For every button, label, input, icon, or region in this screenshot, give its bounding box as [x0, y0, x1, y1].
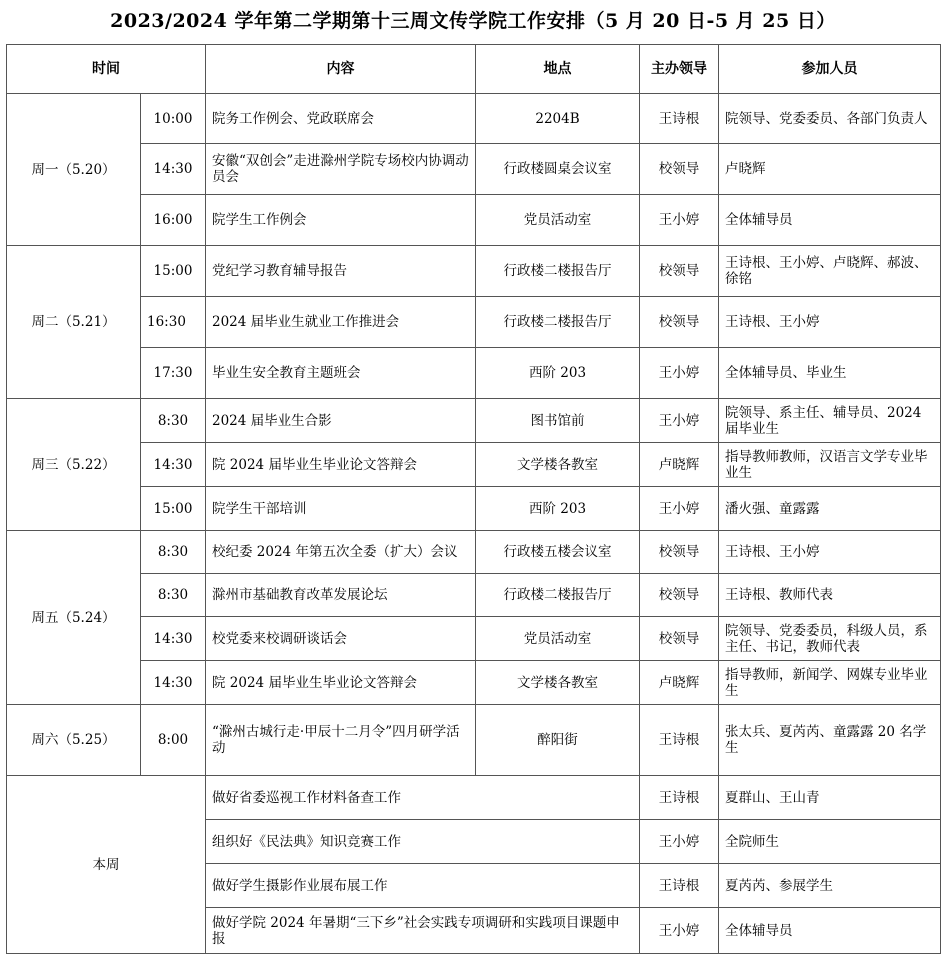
day-cell: 周二（5.21） [7, 246, 141, 399]
table-row [7, 348, 941, 399]
participants-cell: 张太兵、夏芮芮、童露露 20 名学生 [719, 705, 941, 776]
leader-cell: 校领导 [640, 531, 719, 574]
leader-cell: 校领导 [640, 246, 719, 297]
content-cell: 2024 届毕业生合影 [206, 399, 476, 443]
participants-cell: 指导教师教师，汉语言文学专业毕业生 [719, 443, 941, 487]
place-cell: 图书馆前 [476, 399, 640, 443]
leader-cell: 王小婷 [640, 487, 719, 531]
table-row [7, 776, 941, 820]
place-cell: 文学楼各教室 [476, 661, 640, 705]
time-cell: 14:30 [141, 617, 206, 661]
content-cell: 校党委来校调研谈话会 [206, 617, 476, 661]
place-cell: 文学楼各教室 [476, 443, 640, 487]
place-cell: 行政楼五楼会议室 [476, 531, 640, 574]
content-cell: 校纪委 2024 年第五次全委（扩大）会议 [206, 531, 476, 574]
time-cell: 16:30 [141, 297, 206, 348]
place-cell: 行政楼二楼报告厅 [476, 574, 640, 617]
content-cell: 组织好《民法典》知识竞赛工作 [206, 820, 640, 864]
content-cell: 院 2024 届毕业生毕业论文答辩会 [206, 443, 476, 487]
leader-cell: 卢晓辉 [640, 661, 719, 705]
leader-cell: 王诗根 [640, 705, 719, 776]
table-row [7, 661, 941, 705]
content-cell: 院学生干部培训 [206, 487, 476, 531]
time-cell: 8:30 [141, 399, 206, 443]
place-cell: 2204B [476, 94, 640, 144]
participants-cell: 潘火强、童露露 [719, 487, 941, 531]
content-cell: 安徽“双创会”走进滁州学院专场校内协调动员会 [206, 144, 476, 195]
place-cell: 醉阳街 [476, 705, 640, 776]
leader-cell: 校领导 [640, 617, 719, 661]
content-cell: 做好学生摄影作业展布展工作 [206, 864, 640, 908]
time-cell: 15:00 [141, 246, 206, 297]
leader-cell: 王小婷 [640, 195, 719, 246]
table-row [7, 574, 941, 617]
place-cell: 党员活动室 [476, 195, 640, 246]
time-cell: 8:30 [141, 574, 206, 617]
participants-cell: 全体辅导员、毕业生 [719, 348, 941, 399]
week-cell: 本周 [7, 776, 206, 954]
participants-cell: 院领导、党委委员、各部门负责人 [719, 94, 941, 144]
place-cell: 行政楼二楼报告厅 [476, 297, 640, 348]
content-cell: 院务工作例会、党政联席会 [206, 94, 476, 144]
content-cell: 做好学院 2024 年暑期“三下乡”社会实践专项调研和实践项目课题申报 [206, 908, 640, 954]
participants-cell: 夏芮芮、参展学生 [719, 864, 941, 908]
time-cell: 14:30 [141, 661, 206, 705]
participants-cell: 全院师生 [719, 820, 941, 864]
table-row [7, 144, 941, 195]
table-row [7, 443, 941, 487]
day-cell: 周五（5.24） [7, 531, 141, 705]
leader-cell: 王诗根 [640, 776, 719, 820]
participants-cell: 王诗根、王小婷 [719, 531, 941, 574]
participants-cell: 院领导、系主任、辅导员、2024 届毕业生 [719, 399, 941, 443]
leader-cell: 王诗根 [640, 94, 719, 144]
page-title: 2023/2024 学年第二学期第十三周文传学院工作安排（5 月 20 日-5 月 25 日） [110, 10, 836, 32]
header-participants: 参加人员 [719, 45, 941, 94]
place-cell: 党员活动室 [476, 617, 640, 661]
place-cell: 西阶 203 [476, 348, 640, 399]
participants-cell: 王诗根、王小婷 [719, 297, 941, 348]
content-cell: 滁州市基础教育改革发展论坛 [206, 574, 476, 617]
participants-cell: 王诗根、教师代表 [719, 574, 941, 617]
day-cell: 周六（5.25） [7, 705, 141, 776]
time-cell: 10:00 [141, 94, 206, 144]
time-cell: 17:30 [141, 348, 206, 399]
leader-cell: 校领导 [640, 144, 719, 195]
content-cell: 2024 届毕业生就业工作推进会 [206, 297, 476, 348]
day-cell: 周三（5.22） [7, 399, 141, 531]
leader-cell: 卢晓辉 [640, 443, 719, 487]
place-cell: 西阶 203 [476, 487, 640, 531]
schedule-table [6, 44, 941, 954]
participants-cell: 全体辅导员 [719, 908, 941, 954]
content-cell: 院学生工作例会 [206, 195, 476, 246]
leader-cell: 校领导 [640, 297, 719, 348]
participants-cell: 夏群山、王山青 [719, 776, 941, 820]
participants-cell: 指导教师，新闻学、网媒专业毕业生 [719, 661, 941, 705]
time-cell: 8:00 [141, 705, 206, 776]
table-row [7, 297, 941, 348]
content-cell: 党纪学习教育辅导报告 [206, 246, 476, 297]
header-leader: 主办领导 [640, 45, 719, 94]
participants-cell: 院领导、党委委员，科级人员，系主任、书记，教师代表 [719, 617, 941, 661]
content-cell: 毕业生安全教育主题班会 [206, 348, 476, 399]
table-row [7, 399, 941, 443]
table-row [7, 195, 941, 246]
leader-cell: 王小婷 [640, 908, 719, 954]
table-row [7, 705, 941, 776]
participants-cell: 全体辅导员 [719, 195, 941, 246]
time-cell: 14:30 [141, 443, 206, 487]
time-cell: 8:30 [141, 531, 206, 574]
leader-cell: 王小婷 [640, 348, 719, 399]
header-time: 时间 [7, 45, 206, 94]
content-cell: 做好省委巡视工作材料备查工作 [206, 776, 640, 820]
time-cell: 15:00 [141, 487, 206, 531]
table-row [7, 531, 941, 574]
participants-cell: 卢晓辉 [719, 144, 941, 195]
header-row [7, 45, 941, 94]
participants-cell: 王诗根、王小婷、卢晓辉、郝波、徐铭 [719, 246, 941, 297]
time-cell: 16:00 [141, 195, 206, 246]
table-row [7, 246, 941, 297]
place-cell: 行政楼圆桌会议室 [476, 144, 640, 195]
leader-cell: 校领导 [640, 574, 719, 617]
table-row [7, 94, 941, 144]
header-content: 内容 [206, 45, 476, 94]
leader-cell: 王小婷 [640, 820, 719, 864]
time-cell: 14:30 [141, 144, 206, 195]
content-cell: 院 2024 届毕业生毕业论文答辩会 [206, 661, 476, 705]
place-cell: 行政楼二楼报告厅 [476, 246, 640, 297]
leader-cell: 王诗根 [640, 864, 719, 908]
table-row [7, 487, 941, 531]
leader-cell: 王小婷 [640, 399, 719, 443]
header-place: 地点 [476, 45, 640, 94]
content-cell: “滁州古城行走·甲辰十二月令”四月研学活动 [206, 705, 476, 776]
day-cell: 周一（5.20） [7, 94, 141, 246]
table-row [7, 617, 941, 661]
